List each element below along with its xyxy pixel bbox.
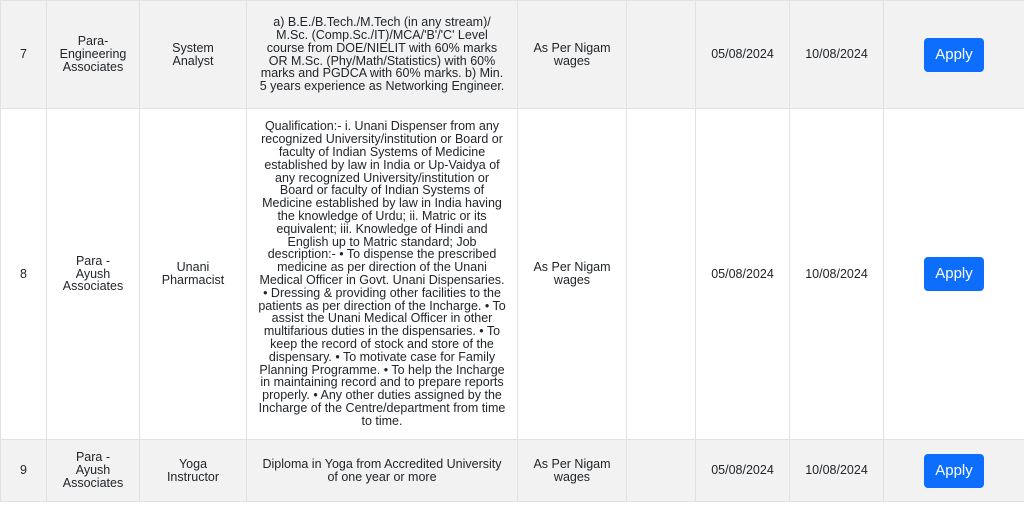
action-cell [884, 440, 1024, 502]
category-cell [47, 1, 140, 109]
action-cell [884, 109, 1024, 440]
post-cell [140, 1, 247, 109]
wages-cell [518, 440, 627, 502]
table-row [1, 1, 1024, 109]
action-cell [884, 1, 1024, 109]
qualification-cell: Diploma in Yoga from Accredited University of one year or more [247, 440, 518, 502]
wages-text: As Per Nigam wages [533, 260, 611, 287]
apply-button[interactable]: Apply [924, 454, 984, 488]
post-name: System Analyst [172, 40, 214, 68]
end-date: 10/08/2024 [790, 440, 884, 502]
apply-button[interactable]: Apply [924, 38, 984, 72]
qualification-cell: a) B.E./B.Tech./M.Tech (in any stream)/ M.Sc. (Comp.Sc./IT)/MCA/'B'/'C' Level course from DOE/NIELIT with 60% marks OR M.Sc. (Phy/Math/Statistics) with 60% marks and PGDCA with 60% marks. b) Min. 5 years experience as Networking Engineer. [247, 1, 518, 109]
row-number: 9 [1, 440, 47, 502]
extra-cell [627, 109, 696, 440]
table-row [1, 109, 1024, 440]
apply-button[interactable]: Apply [924, 257, 984, 291]
category-cell [47, 109, 140, 440]
category-text: Para- Engineering Associates [59, 34, 127, 74]
start-date: 05/08/2024 [696, 440, 790, 502]
category-cell [47, 440, 140, 502]
wages-text: As Per Nigam wages [533, 40, 611, 68]
wages-text: As Per Nigam wages [533, 456, 611, 484]
end-date: 10/08/2024 [790, 1, 884, 109]
category-text: Para - Ayush Associates [62, 450, 124, 490]
qualification-cell: Qualification:- i. Unani Dispenser from any recognized University/institution or Board or faculty of Indian Systems of Medicine established by law in India or Up-Vaidya of any recognized University/institution or Board or faculty of Indian Systems of Medicine established by law in India having the knowledge of Urdu; ii. Matric or its equivalent; iii. Knowledge of Hindi and English up to Matric standard; Job description:- • To dispense the prescribed medicine as per direction of the Unani Medical Officer in Govt. Unani Dispensaries. • Dressing & providing other facilities to the patients as per direction of the Incharge. • To assist the Unani Medical Officer in other multifarious duties in the dispensaries. • To keep the record of stock and store of the dispensary. • To motivate case for Family Planning Programme. • To help the Incharge in maintaining record and to prepare reports properly. • Any other duties assigned by the Incharge of the Centre/department from time to time. [247, 109, 518, 440]
extra-cell [627, 1, 696, 109]
start-date: 05/08/2024 [696, 109, 790, 440]
wages-cell [518, 109, 627, 440]
end-date: 10/08/2024 [790, 109, 884, 440]
post-cell [140, 440, 247, 502]
post-name: Yoga Instructor [166, 456, 220, 484]
post-name: Unani Pharmacist [161, 260, 225, 287]
row-number: 7 [1, 1, 47, 109]
post-cell [140, 109, 247, 440]
wages-cell [518, 1, 627, 109]
category-text: Para - Ayush Associates [62, 253, 124, 294]
row-number: 8 [1, 109, 47, 440]
start-date: 05/08/2024 [696, 1, 790, 109]
extra-cell [627, 440, 696, 502]
table-row [1, 440, 1024, 502]
